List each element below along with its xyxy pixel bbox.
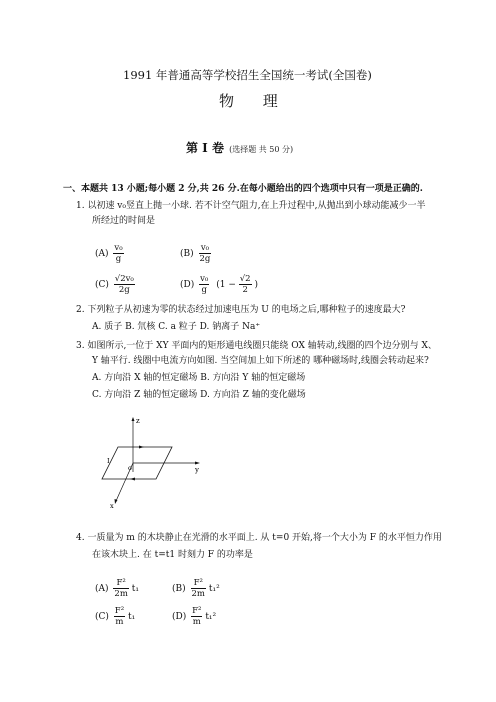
q3-options-line2: C. 方向沿 Z 轴的恒定磁场 D. 方向沿 Z 轴的变化磁场: [92, 390, 306, 400]
part-title: 第 I 卷: [186, 141, 224, 155]
q1-stem-line1: 1. 以初速 v₀竖直上抛一小球. 若不计空气阻力,在上升过程中,从抛出到小球动能减少一半: [76, 201, 426, 211]
current-arrow-icon: [139, 446, 144, 449]
q4-stem-line2: 在该木块上. 在 t=t1 时刻力 F 的功率是: [92, 550, 253, 560]
q4-option-c: [95, 606, 135, 627]
part-heading: [186, 137, 293, 156]
q1-option-c: [95, 274, 135, 295]
option-label: (A): [95, 249, 109, 259]
fraction: $\frac{\text{v₀}}{g}$: [200, 274, 209, 295]
option-label: (A): [95, 584, 109, 594]
q3-stem-line1: 3. 如图所示,一位于 XY 平面内的矩形通电线圈只能绕 OX 轴转动,线圈的四个边分别与 X、: [76, 341, 437, 351]
option-label: (B): [172, 584, 186, 594]
paren-close: ): [254, 280, 258, 290]
y-arrowhead: [195, 462, 200, 465]
time-term: t₁: [127, 612, 136, 622]
q4-option-a: [95, 578, 139, 599]
option-label: (D): [180, 280, 195, 290]
fraction: $\frac{\text{F²}}{m}$: [192, 606, 202, 627]
option-label: (C): [95, 612, 109, 622]
q2-options: A. 质子 B. 氘核 C. a 粒子 D. 钠离子 Na⁺: [92, 322, 261, 332]
y-label: y: [195, 466, 199, 474]
option-label: (D): [172, 612, 187, 622]
fraction: $\frac{\text{F²}}{2m}$: [191, 578, 205, 599]
part-subtitle: (选择题 共 50 分): [229, 145, 294, 154]
q1-option-a: [95, 243, 124, 264]
q1-stem-line2: 所经过的时间是: [92, 216, 156, 226]
origin-label: o: [128, 464, 132, 472]
time-term: t₁²: [208, 584, 220, 594]
x-arrowhead: [115, 499, 118, 504]
q1-option-d: [180, 274, 258, 295]
q3-stem-line2: Y 轴平行. 线圈中电流方向如图. 当空间加上如下所述的 哪种磁场时,线圈会转动起来?: [92, 356, 429, 366]
current-label: I: [107, 457, 110, 465]
q4-stem-line1: 4. 一质量为 m 的木块静止在光滑的水平面上. 从 t=0 开始,将一个大小为 F 的水平恒力作用: [76, 533, 442, 543]
subject-title: 物 理: [219, 92, 290, 110]
section-heading: 一、本题共 13 小题;每小题 2 分,共 26 分.在每小题给出的四个选项中只有一项是正确的.: [63, 184, 423, 194]
q2-stem: 2. 下列粒子从初速为零的状态经过加速电压为 U 的电场之后,哪种粒子的速度最大?: [76, 305, 406, 315]
time-term: t₁: [131, 584, 139, 594]
z-label: z: [136, 417, 140, 425]
fraction: $\frac{\text{F²}}{2m}$: [114, 578, 128, 599]
q4-option-b: [172, 578, 220, 599]
fraction: $\frac{\text{v₀}}{2g}$: [199, 243, 211, 264]
q1-option-b: [180, 243, 211, 264]
current-arrow-icon: [130, 478, 135, 481]
q4-option-d: [172, 606, 216, 627]
x-label: x: [110, 502, 114, 510]
paren-open: (1 −: [216, 280, 236, 290]
time-term: t₁²: [205, 612, 217, 622]
q3-options-line1: A. 方向沿 X 轴的恒定磁场 B. 方向沿 Y 轴的恒定磁场: [92, 373, 306, 383]
option-label: (C): [95, 280, 109, 290]
fraction: $\frac{\text{F²}}{m}$: [114, 606, 125, 627]
fraction: $\frac{\text{√2v₀}}{2g}$: [114, 274, 134, 295]
fraction: $\frac{\text{v₀}}{g}$: [114, 243, 123, 264]
fraction: $\frac{√2}{2}$: [239, 274, 251, 295]
coil-axes-figure: [100, 410, 210, 510]
z-arrowhead: [132, 417, 135, 421]
option-label: (B): [180, 249, 194, 259]
exam-title: 1991 年普通高等学校招生全国统一考试(全国卷): [123, 68, 372, 82]
